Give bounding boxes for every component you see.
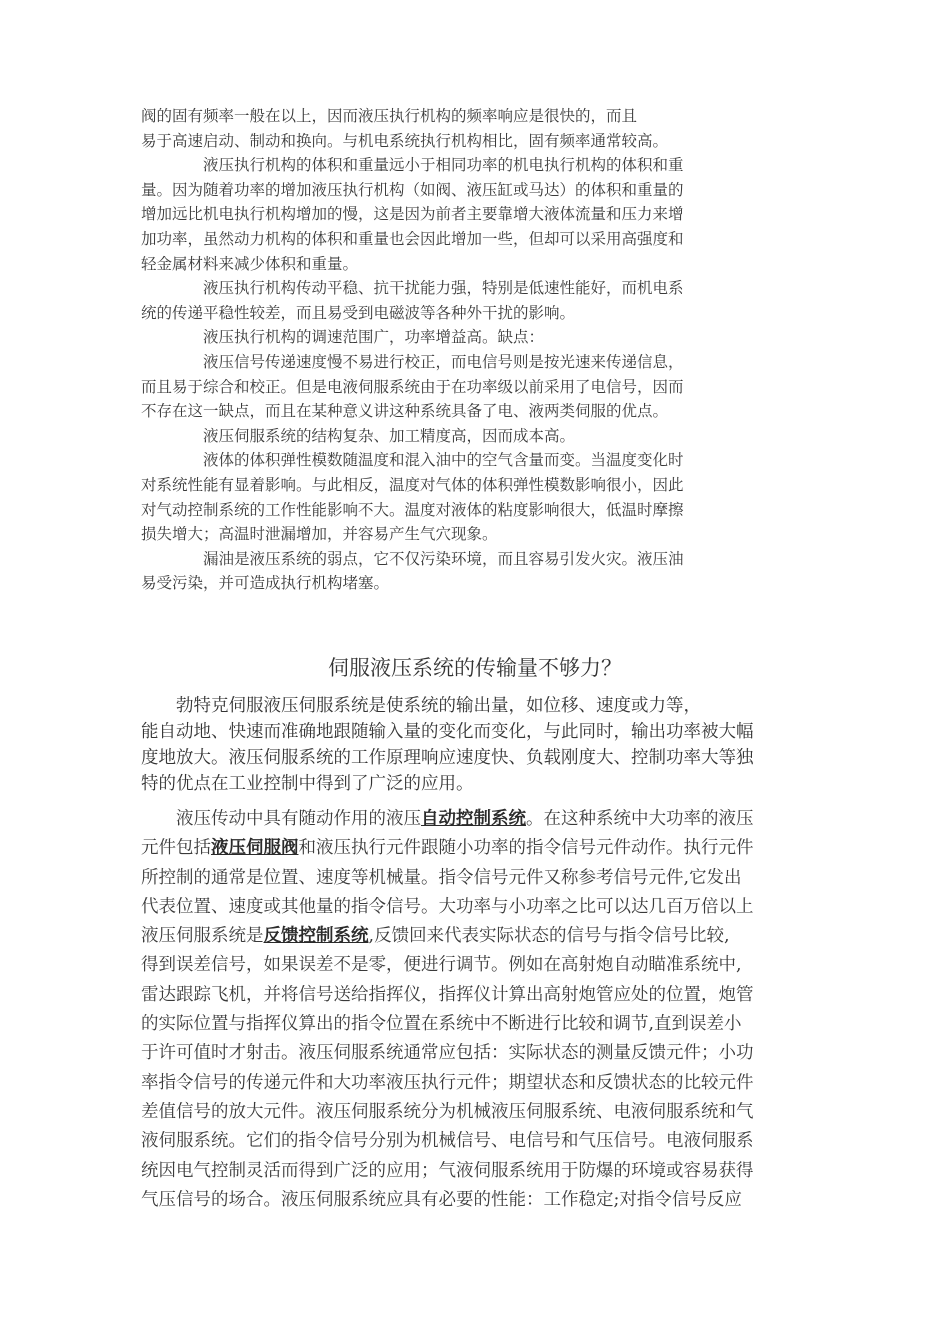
paragraph-line: 而且易于综合和校正。但是电液伺服系统由于在功率级以前采用了电信号，因而 [141,377,684,396]
paragraph-line: 增加远比机电执行机构增加的慢，这是因为前者主要靠增大液体流量和压力来增 [141,205,684,224]
text-run: 元件包括 [141,838,211,859]
link-feedback-control-system[interactable]: 反馈控制系统 [263,926,369,947]
paragraph-line: 漏油是液压系统的弱点，它不仅污染环境，而且容易引发火灾。液压油 [203,549,684,568]
paragraph-line: 统因电气控制灵活而得到广泛的应用；气液伺服系统用于防爆的环境或容易获得 [141,1160,754,1181]
paragraph-line: 阀的固有频率一般在以上，因而液压执行机构的频率响应是很快的，而且 [141,107,638,125]
text-run: 。在这种系统中大功率的液压 [526,809,754,829]
paragraph-line [141,805,821,834]
section-3-text [141,805,821,1215]
text-run: 液压传动中具有随动作用的液压 [176,809,421,829]
paragraph-line: 统的传递平稳性较差，而且易受到电磁波等各种外干扰的影响。 [141,303,576,322]
paragraph-line: 损失增大；高温时泄漏增加，并容易产生气穴现象。 [141,525,498,544]
paragraph-line: 于许可值时才射击。液压伺服系统通常应包括：实际状态的测量反馈元件；小功 [141,1043,754,1064]
paragraph-line: 液压执行机构的调速范围广，功率增益高。缺点： [203,328,545,347]
paragraph-line: 液压执行机构传动平稳、抗干扰能力强，特别是低速性能好，而机电系 [203,279,684,298]
paragraph-line: 率指令信号的传递元件和大功率液压执行元件；期望状态和反馈状态的比较元件 [141,1072,754,1093]
link-automatic-control-system[interactable]: 自动控制系统 [421,809,526,829]
link-hydraulic-servo-valve[interactable]: 液压伺服阀 [211,838,299,859]
paragraph-line [141,834,821,863]
paragraph-line [141,922,821,951]
paragraph-line: 对系统性能有显着影响。与此相反，温度对气体的体积弹性模数影响很小，因此 [141,475,684,494]
paragraph-line: 轻金属材料来减少体积和重量。 [141,254,359,273]
paragraph-line: 得到误差信号，如果误差不是零，便进行调节。例如在高射炮自动瞄准系统中, [141,955,742,976]
text-run: ,反馈回来代表实际状态的信号与指令信号比较, [368,926,730,947]
paragraph-line: 差值信号的放大元件。液压伺服系统分为机械液压伺服系统、电液伺服系统和气 [141,1101,754,1122]
paragraph-line: 对气动控制系统的工作性能影响不大。温度对液体的粘度影响很大，低温时摩擦 [141,500,684,519]
section-2-text [141,693,821,797]
text-run: 液压伺服系统是 [141,926,264,947]
text-run: 和液压执行元件跟随小功率的指令信号元件动作。执行元件 [298,838,754,859]
paragraph-line: 易受污染，并可造成执行机构堵塞。 [141,574,390,593]
paragraph-line: 能自动地、快速而准确地跟随输入量的变化而变化，与此同时，输出功率被大幅 [141,722,754,742]
paragraph-line: 度地放大。液压伺服系统的工作原理响应速度快、负载刚度大、控制功率大等独 [141,748,754,768]
paragraph-line: 气压信号的场合。液压伺服系统应具有必要的性能：工作稳定;对指令信号反应 [141,1189,742,1210]
paragraph-line: 易于高速启动、制动和换向。与机电系统执行机构相比，固有频率通常较高。 [141,131,669,150]
paragraph-line: 特的优点在工业控制中得到了广泛的应用。 [141,774,474,794]
section-1-text [141,104,821,596]
section-heading: 伺服液压系统的传输量不够力？ [328,656,622,680]
paragraph-line: 代表位置、速度或其他量的指令信号。大功率与小功率之比可以达几百万倍以上 [141,896,754,917]
paragraph-line: 液压执行机构的体积和重量远小于相同功率的机电执行机构的体积和重 [203,156,684,175]
paragraph-line: 不存在这一缺点，而且在某种意义讲这种系统具备了电、液两类伺服的优点。 [141,402,669,421]
paragraph-line: 雷达跟踪飞机，并将信号送给指挥仪，指挥仪计算出高射炮管应处的位置，炮管 [141,984,754,1005]
paragraph-line: 量。因为随着功率的增加液压执行机构（如阀、液压缸或马达）的体积和重量的 [141,180,684,199]
paragraph-line: 液压伺服系统的结构复杂、加工精度高，因而成本高。 [203,426,576,445]
paragraph-line: 加功率，虽然动力机构的体积和重量也会因此增加一些，但却可以采用高强度和 [141,229,684,248]
paragraph-line: 的实际位置与指挥仪算出的指令位置在系统中不断进行比较和调节,直到误差小 [141,1014,742,1035]
paragraph-line: 所控制的通常是位置、速度等机械量。指令信号元件又称参考信号元件,它发出 [141,867,742,888]
paragraph-line: 液压信号传递速度慢不易进行校正，而电信号则是按光速来传递信息， [203,352,684,371]
paragraph-line: 液体的体积弹性模数随温度和混入油中的空气含量而变。当温度变化时 [203,451,684,470]
paragraph-line: 勃特克伺服液压伺服系统是使系统的输出量，如位移、速度或力等， [176,696,701,716]
paragraph-line: 液伺服系统。它们的指令信号分别为机械信号、电信号和气压信号。电液伺服系 [141,1131,754,1152]
